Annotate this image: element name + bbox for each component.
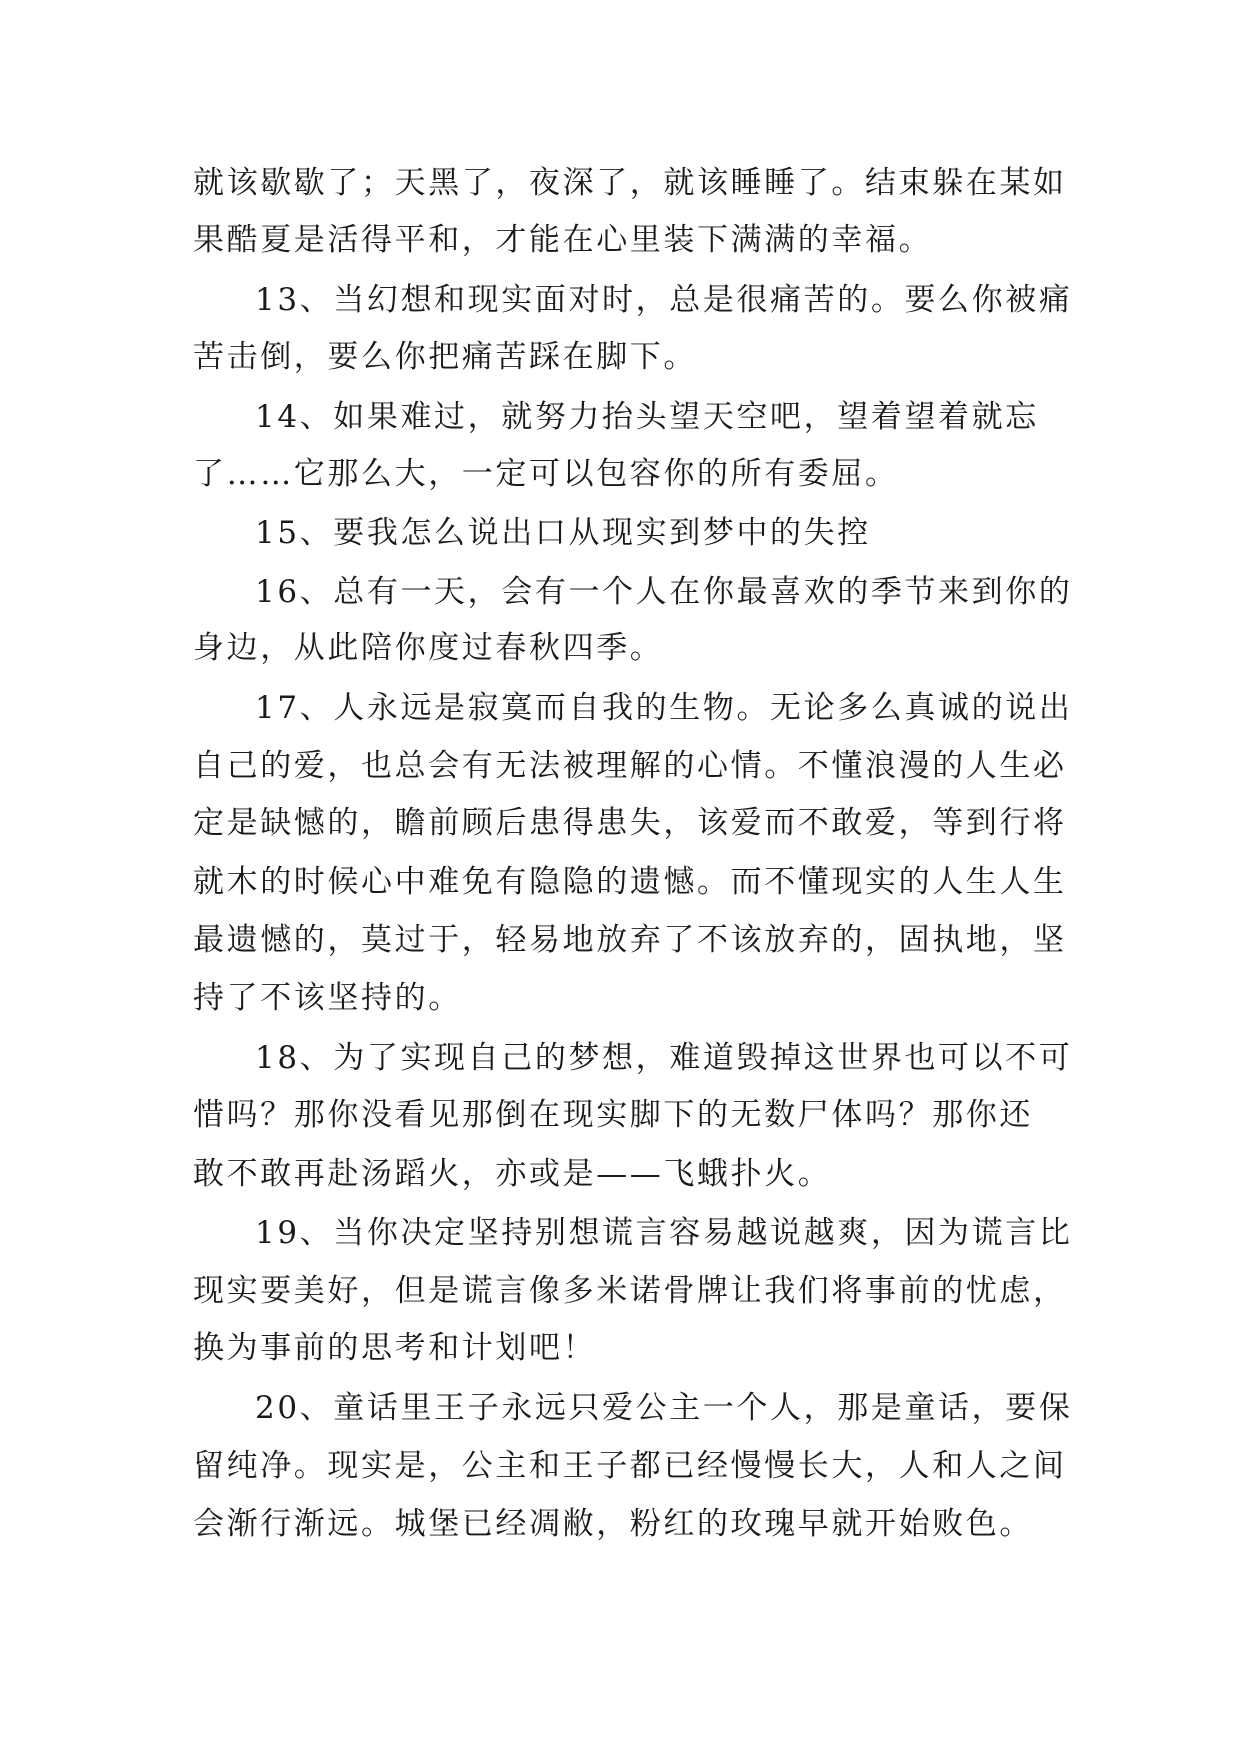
- paragraph-19-line: 19、当你决定坚持别想谎言容易越说越爽，因为谎言比: [255, 1215, 1073, 1251]
- text-line: 身边，从此陪你度过春秋四季。: [193, 630, 664, 666]
- paragraph-15-line: 15、要我怎么说出口从现实到梦中的失控: [255, 515, 871, 551]
- text-line: 定是缺憾的，瞻前顾后患得患失，该爱而不敢爱，等到行将: [193, 805, 1067, 841]
- text-line: 最遗憾的，莫过于，轻易地放弃了不该放弃的，固执地，坚: [193, 922, 1067, 958]
- paragraph-16-line: 16、总有一天，会有一个人在你最喜欢的季节来到你的: [255, 574, 1073, 610]
- text-line: 留纯净。现实是，公主和王子都已经慢慢长大，人和人之间: [193, 1448, 1067, 1484]
- text-line: 自己的爱，也总会有无法被理解的心情。不懂浪漫的人生必: [193, 748, 1067, 784]
- paragraph-20-line: 20、童话里王子永远只爱公主一个人，那是童话，要保: [255, 1390, 1073, 1426]
- text-line: 惜吗？那你没看见那倒在现实脚下的无数尸体吗？那你还: [193, 1097, 1033, 1133]
- text-line: 会渐行渐远。城堡已经凋敝，粉红的玫瑰早就开始败色。: [193, 1506, 1033, 1542]
- text-line: 换为事前的思考和计划吧！: [193, 1330, 597, 1366]
- paragraph-14-line: 14、如果难过，就努力抬头望天空吧，望着望着就忘: [255, 399, 1039, 435]
- text-line: 现实要美好，但是谎言像多米诺骨牌让我们将事前的忧虑，: [193, 1273, 1067, 1309]
- text-line: 敢不敢再赴汤蹈火，亦或是——飞蛾扑火。: [193, 1156, 832, 1192]
- text-line: 就木的时候心中难免有隐隐的遗憾。而不懂现实的人生人生: [193, 864, 1067, 900]
- paragraph-13-line: 13、当幻想和现实面对时，总是很痛苦的。要么你被痛: [255, 282, 1073, 318]
- paragraph-17-line: 17、人永远是寂寞而自我的生物。无论多么真诚的说出: [255, 690, 1073, 726]
- text-line: 果酷夏是活得平和，才能在心里装下满满的幸福。: [193, 222, 933, 258]
- text-line: 了……它那么大，一定可以包容你的所有委屈。: [193, 456, 899, 492]
- paragraph-18-line: 18、为了实现自己的梦想，难道毁掉这世界也可以不可: [255, 1040, 1073, 1076]
- text-line: 就该歇歇了；天黑了，夜深了，就该睡睡了。结束躲在某如: [193, 165, 1067, 201]
- text-line: 持了不该坚持的。: [193, 980, 462, 1016]
- text-line: 苦击倒，要么你把痛苦踩在脚下。: [193, 339, 697, 375]
